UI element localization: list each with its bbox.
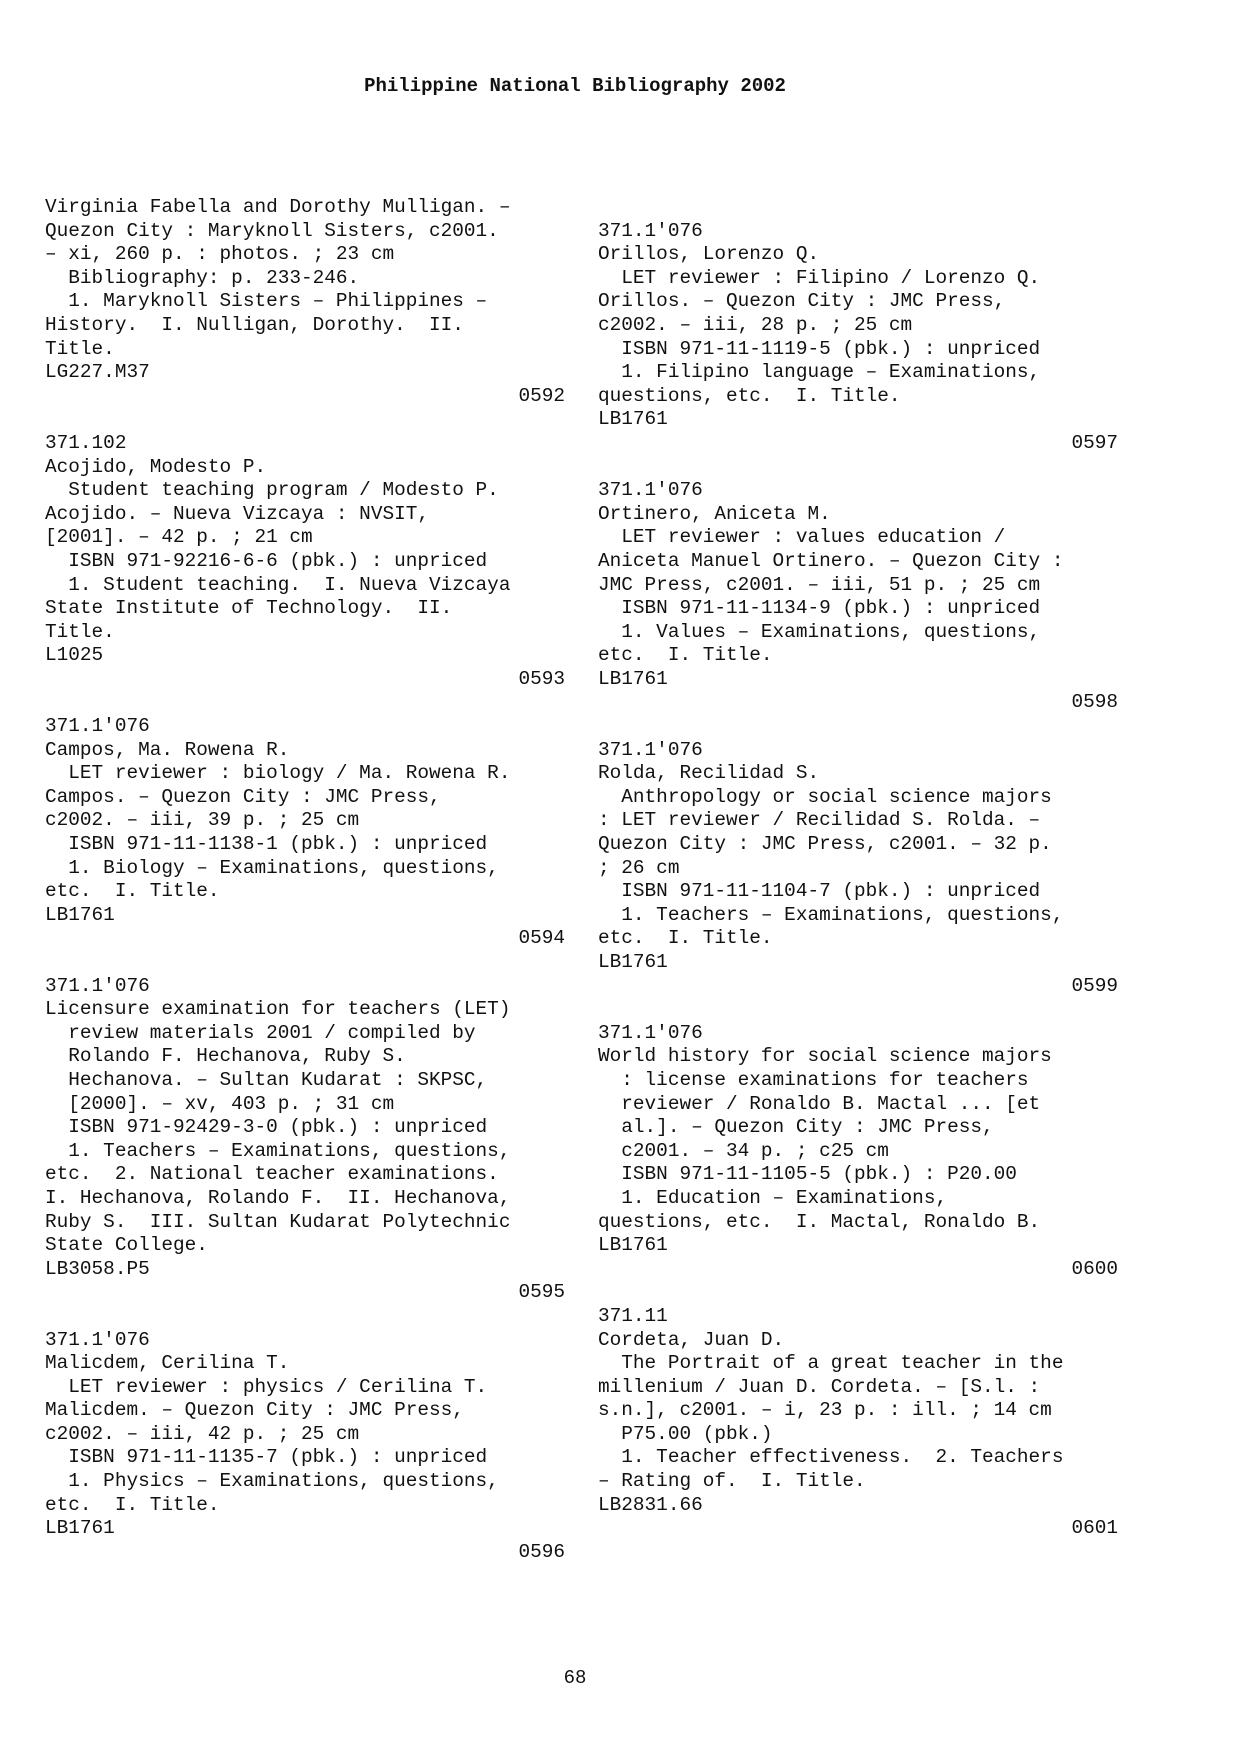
entry-line: Rolando F. Hechanova, Ruby S. [45, 1045, 406, 1068]
entry-spacer [598, 456, 1118, 480]
entry-line: I. Hechanova, Rolando F. II. Hechanova, [45, 1186, 511, 1209]
entry-line: ISBN 971-11-1104-7 (pbk.) : unpriced [598, 880, 1041, 903]
entry-line: History. I. Nulligan, Dorothy. II. [45, 313, 464, 336]
entry-line: Hechanova. – Sultan Kudarat : SKPSC, [45, 1068, 488, 1091]
entry-line: al.]. – Quezon City : JMC Press, [598, 1116, 994, 1139]
bibliography-entry [598, 1022, 1118, 1282]
entry-line: P75.00 (pbk.) [598, 1422, 773, 1445]
entry-line: 371.1'076 [598, 738, 703, 761]
entry-spacer [598, 1281, 1118, 1305]
entry-line: The Portrait of a great teacher in the [598, 1352, 1064, 1375]
entry-line: 371.1'076 [45, 715, 150, 738]
entry-line: etc. I. Title. [598, 927, 773, 950]
bibliography-entry [45, 715, 565, 951]
bibliography-entry [598, 479, 1118, 715]
entry-line: 1. Values – Examinations, questions, [598, 620, 1041, 643]
entry-line: ISBN 971-92429-3-0 (pbk.) : unpriced [45, 1116, 488, 1139]
page-title: Philippine National Bibliography 2002 [364, 75, 786, 97]
entry-line: State College. [45, 1234, 208, 1257]
entry-line: LB3058.P5 [45, 1257, 150, 1280]
entry-line: 371.11 [598, 1304, 668, 1327]
entry-line: 1. Teacher effectiveness. 2. Teachers [598, 1446, 1064, 1469]
entry-line: LET reviewer : physics / Cerilina T. [45, 1375, 488, 1398]
entry-line: ISBN 971-11-1105-5 (pbk.) : P20.00 [598, 1163, 1017, 1186]
entry-line: Malicdem, Cerilina T. [45, 1352, 290, 1375]
entry-line: LB1761 [45, 903, 115, 926]
entry-line: ISBN 971-11-1119-5 (pbk.) : unpriced [598, 337, 1041, 360]
entry-line: 1. Maryknoll Sisters – Philippines – [45, 290, 488, 313]
entry-spacer [598, 715, 1118, 739]
entry-line: reviewer / Ronaldo B. Mactal ... [et [598, 1092, 1041, 1115]
entry-line: questions, etc. I. Title. [598, 384, 901, 407]
bibliography-entry [45, 432, 565, 692]
entry-line: Campos, Ma. Rowena R. [45, 738, 290, 761]
entry-line: ISBN 971-92216-6-6 (pbk.) : unpriced [45, 549, 488, 572]
entry-line: etc. I. Title. [598, 644, 773, 667]
entry-line: Malicdem. – Quezon City : JMC Press, [45, 1399, 464, 1422]
entry-line: LB1761 [598, 1234, 668, 1257]
record-number: 0592 [518, 384, 565, 407]
entry-line: Campos. – Quezon City : JMC Press, [45, 785, 441, 808]
entry-spacer [598, 998, 1118, 1022]
bibliography-entry [598, 220, 1118, 456]
entry-line: ; 26 cm [598, 856, 680, 879]
bibliography-entry [45, 975, 565, 1305]
entry-line: [2001]. – 42 p. ; 21 cm [45, 526, 313, 549]
page-number: 68 [563, 1667, 587, 1689]
entry-line: Anthropology or social science majors [598, 785, 1052, 808]
entry-line: LG227.M37 [45, 361, 150, 384]
entry-line: – Rating of. I. Title. [598, 1470, 866, 1493]
entry-spacer [45, 951, 565, 975]
entry-line: etc. 2. National teacher examinations. [45, 1163, 499, 1186]
record-number: 0600 [1071, 1257, 1118, 1280]
entry-line: 371.1'076 [45, 974, 150, 997]
entry-line: LB1761 [598, 951, 668, 973]
entry-line: questions, etc. I. Mactal, Ronaldo B. [598, 1210, 1041, 1233]
entry-line: World history for social science majors [598, 1045, 1052, 1068]
column-right [598, 220, 1118, 1541]
entry-spacer [45, 691, 565, 715]
entry-line: 371.1'076 [45, 1328, 150, 1351]
entry-line: L1025 [45, 644, 104, 667]
record-number: 0596 [518, 1540, 565, 1563]
entry-line: 1. Teachers – Examinations, questions, [45, 1139, 511, 1162]
entry-line: LB1761 [45, 1517, 115, 1540]
entry-line: Quezon City : JMC Press, c2001. – 32 p. [598, 833, 1052, 856]
entry-line: Orillos, Lorenzo Q. [598, 243, 820, 266]
entry-line: 371.1'076 [598, 219, 703, 242]
entry-spacer [45, 1305, 565, 1329]
column-left [45, 196, 565, 1564]
entry-line: 371.102 [45, 431, 127, 454]
bibliography-entry [45, 196, 565, 408]
entry-line: s.n.], c2001. – i, 23 p. : ill. ; 14 cm [598, 1399, 1052, 1422]
entry-line: 1. Teachers – Examinations, questions, [598, 903, 1064, 926]
entry-line: [2000]. – xv, 403 p. ; 31 cm [45, 1092, 395, 1115]
record-number: 0598 [1071, 691, 1118, 714]
entry-line: 1. Student teaching. I. Nueva Vizcaya [45, 573, 511, 596]
entry-line: LET reviewer : Filipino / Lorenzo Q. [598, 266, 1041, 289]
entry-line: : LET reviewer / Recilidad S. Rolda. – [598, 809, 1041, 832]
record-number: 0595 [518, 1281, 565, 1304]
entry-line: review materials 2001 / compiled by [45, 1021, 476, 1044]
entry-line: : license examinations for teachers [598, 1068, 1029, 1091]
entry-line: Aniceta Manuel Ortinero. – Quezon City : [598, 549, 1064, 572]
entry-line: Quezon City : Maryknoll Sisters, c2001. [45, 219, 499, 242]
entry-line: Virginia Fabella and Dorothy Mulligan. – [45, 196, 511, 218]
entry-line: 1. Physics – Examinations, questions, [45, 1470, 499, 1493]
entry-line: Orillos. – Quezon City : JMC Press, [598, 290, 1006, 313]
entry-line: Ruby S. III. Sultan Kudarat Polytechnic [45, 1210, 511, 1233]
entry-line: c2002. – iii, 42 p. ; 25 cm [45, 1422, 360, 1445]
entry-line: 371.1'076 [598, 479, 703, 502]
entry-line: Licensure examination for teachers (LET) [45, 998, 511, 1021]
entry-line: 1. Biology – Examinations, questions, [45, 856, 499, 879]
entry-line: Rolda, Recilidad S. [598, 762, 820, 785]
entry-line: c2002. – iii, 39 p. ; 25 cm [45, 809, 360, 832]
record-number: 0594 [518, 927, 565, 950]
entry-line: Acojido. – Nueva Vizcaya : NVSIT, [45, 502, 429, 525]
record-number: 0599 [1071, 974, 1118, 997]
entry-spacer [45, 408, 565, 432]
record-number: 0593 [518, 667, 565, 690]
entry-line: LB1761 [598, 408, 668, 431]
entry-line: Ortinero, Aniceta M. [598, 502, 831, 525]
entry-line: – xi, 260 p. : photos. ; 23 cm [45, 243, 395, 266]
entry-line: Title. [45, 337, 115, 360]
entry-line: LET reviewer : biology / Ma. Rowena R. [45, 762, 511, 785]
entry-line: 371.1'076 [598, 1021, 703, 1044]
entry-line: JMC Press, c2001. – iii, 51 p. ; 25 cm [598, 573, 1041, 596]
bibliography-entry [598, 739, 1118, 999]
entry-line: etc. I. Title. [45, 1493, 220, 1516]
entry-line: c2002. – iii, 28 p. ; 25 cm [598, 313, 913, 336]
entry-line: Acojido, Modesto P. [45, 455, 267, 478]
entry-line: LET reviewer : values education / [598, 526, 1006, 549]
entry-line: 1. Education – Examinations, [598, 1186, 948, 1209]
bibliography-entry [598, 1305, 1118, 1541]
entry-line: Title. [45, 620, 115, 643]
entry-line: Cordeta, Juan D. [598, 1328, 785, 1351]
entry-line: LB2831.66 [598, 1493, 703, 1516]
bibliography-entry [45, 1329, 565, 1565]
entry-line: millenium / Juan D. Cordeta. – [S.l. : [598, 1375, 1041, 1398]
entry-line: Bibliography: p. 233-246. [45, 266, 360, 289]
entry-line: etc. I. Title. [45, 880, 220, 903]
entry-line: ISBN 971-11-1134-9 (pbk.) : unpriced [598, 597, 1041, 620]
entry-line: Student teaching program / Modesto P. [45, 479, 499, 502]
entry-line: c2001. – 34 p. ; c25 cm [598, 1139, 889, 1162]
entry-line: LB1761 [598, 667, 668, 690]
entry-line: ISBN 971-11-1138-1 (pbk.) : unpriced [45, 833, 488, 856]
entry-line: State Institute of Technology. II. [45, 597, 453, 620]
record-number: 0597 [1071, 431, 1118, 454]
entry-line: 1. Filipino language – Examinations, [598, 361, 1041, 384]
record-number: 0601 [1071, 1517, 1118, 1540]
entry-line: ISBN 971-11-1135-7 (pbk.) : unpriced [45, 1446, 488, 1469]
